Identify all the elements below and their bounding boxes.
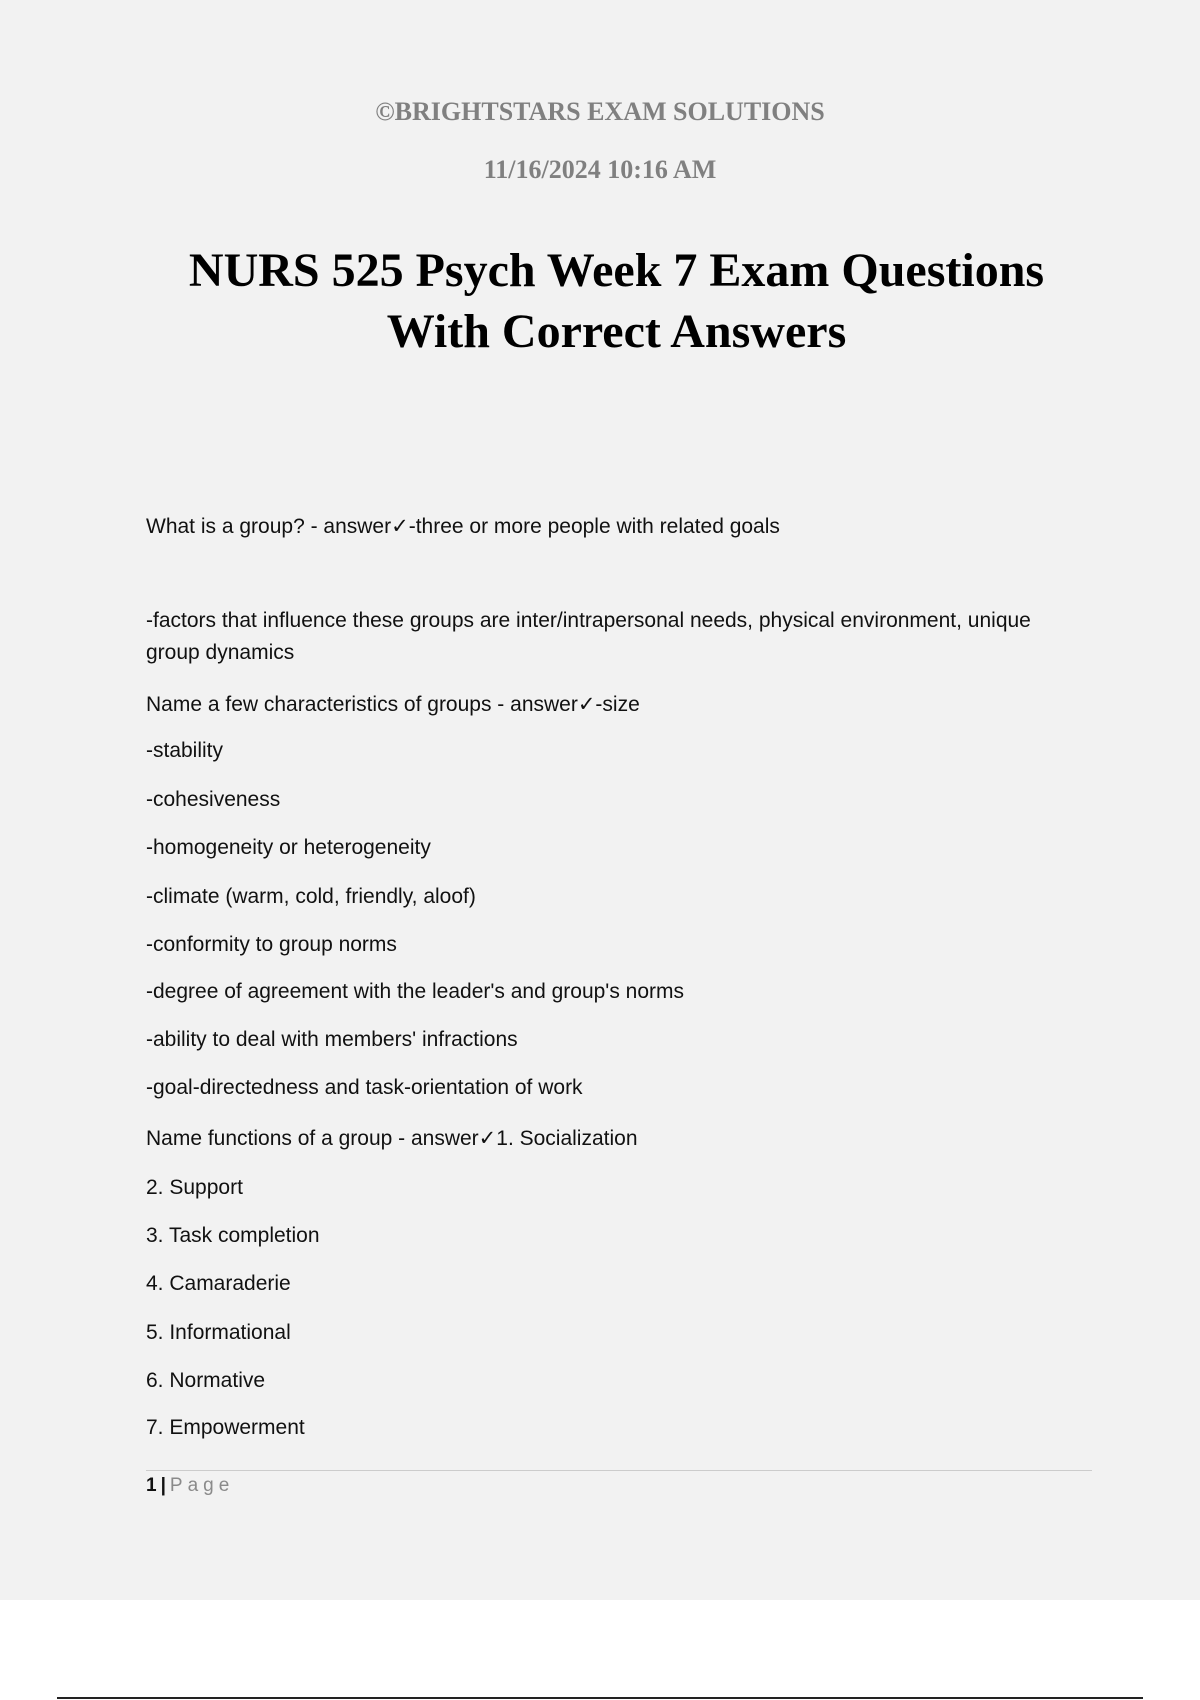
page-footer <box>146 1474 234 1498</box>
qa-line: 2. Support <box>146 1176 243 1199</box>
qa-line: -goal-directedness and task-orientation of work <box>146 1076 583 1099</box>
datetime-header: 11/16/2024 10:16 AM <box>483 155 717 184</box>
footer-separator: | <box>160 1475 166 1496</box>
qa-line: What is a group? - answer✓-three or more people with related goals <box>146 515 780 538</box>
qa-line: -climate (warm, cold, friendly, aloof) <box>146 885 476 908</box>
qa-line: -factors that influence these groups are inter/intrapersonal needs, physical environment, unique group dynamics <box>146 609 1031 664</box>
qa-line: -ability to deal with members' infractions <box>146 1028 518 1051</box>
qa-line: -cohesiveness <box>146 788 281 811</box>
qa-line: 7. Empowerment <box>146 1416 305 1439</box>
title-line-1: NURS 525 Psych Week 7 Exam Questions <box>188 244 1045 297</box>
qa-line: 3. Task completion <box>146 1224 320 1247</box>
qa-line: 4. Camaraderie <box>146 1272 291 1295</box>
document-title <box>60 240 1173 362</box>
qa-line: -stability <box>146 739 224 762</box>
qa-line: -degree of agreement with the leader's and group's norms <box>146 980 684 1003</box>
page-label: Page <box>169 1475 235 1496</box>
qa-line: -conformity to group norms <box>146 933 397 956</box>
qa-line: -homogeneity or heterogeneity <box>146 836 431 859</box>
qa-line: Name a few characteristics of groups - answer✓-size <box>146 693 640 716</box>
footer-divider <box>146 1470 1092 1471</box>
bottom-divider <box>57 1697 1143 1699</box>
title-line-2: With Correct Answers <box>386 305 847 358</box>
page-number: 1 <box>146 1475 157 1496</box>
qa-line: 5. Informational <box>146 1321 291 1344</box>
copyright-header: ©BRIGHTSTARS EXAM SOLUTIONS <box>375 97 825 126</box>
qa-line: Name functions of a group - answer✓1. Socialization <box>146 1127 638 1150</box>
qa-line: 6. Normative <box>146 1369 266 1392</box>
